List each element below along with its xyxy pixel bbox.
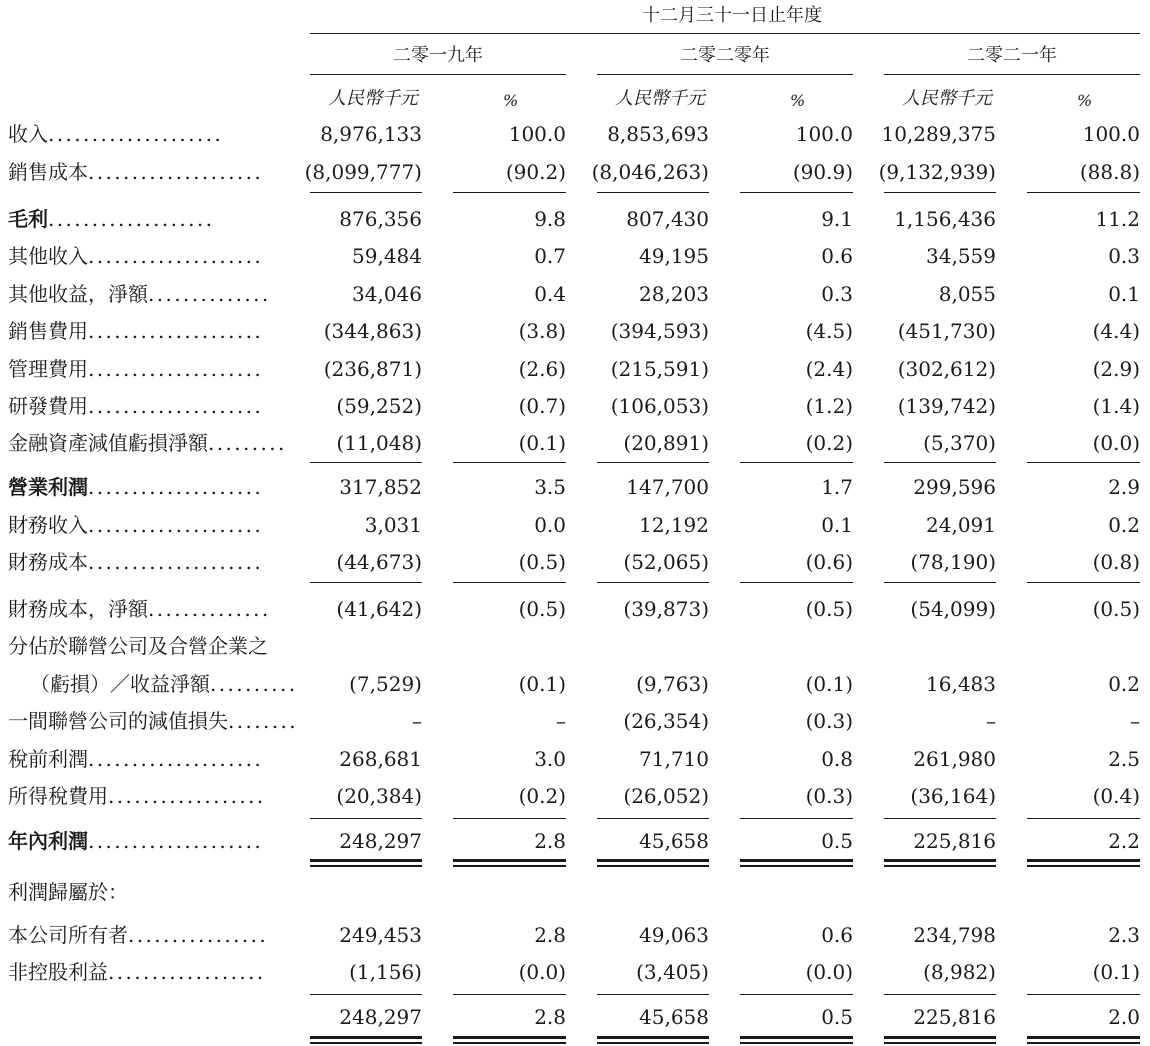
- percent-cell: 2.8: [534, 829, 566, 853]
- row-label: [8, 747, 263, 771]
- pct-label-2021: %: [1077, 91, 1093, 110]
- year-2021: 二零二一年: [967, 45, 1057, 66]
- amount-cell: (236,871): [323, 357, 422, 381]
- amount-cell: 8,853,693: [607, 122, 709, 146]
- percent-cell: 9.8: [534, 207, 566, 231]
- percent-cell: 0.4: [534, 282, 566, 306]
- row-label-text: 年內利潤: [8, 829, 88, 853]
- percent-cell: (0.5): [518, 550, 566, 574]
- amount-cell: 147,700: [626, 475, 709, 499]
- subtotal-line: [1027, 994, 1140, 995]
- percent-cell: 2.9: [1108, 475, 1140, 499]
- amount-cell: 34,559: [926, 244, 996, 268]
- total-double-line: [453, 1036, 566, 1044]
- leader-dots: ....................: [88, 244, 264, 268]
- percent-cell: 2.8: [534, 923, 566, 947]
- subtotal-line: [453, 582, 566, 583]
- percent-cell: (0.0): [805, 960, 853, 984]
- subtotal-line: [884, 994, 996, 995]
- total-double-line: [884, 1036, 996, 1044]
- percent-cell: 0.5: [821, 1005, 853, 1029]
- amount-cell: 34,046: [352, 282, 422, 306]
- amount-cell: 249,453: [339, 923, 422, 947]
- total-double-line: [1027, 1036, 1140, 1044]
- row-label: [8, 513, 263, 537]
- leader-dots: ....................: [88, 394, 264, 418]
- total-double-line: [740, 1036, 853, 1044]
- percent-cell: (0.1): [518, 672, 566, 696]
- percent-cell: 100.0: [795, 122, 853, 146]
- percent-cell: 1.7: [821, 475, 853, 499]
- period-underline: [310, 33, 1140, 34]
- amount-cell: (7,529): [349, 672, 422, 696]
- total-double-line: [597, 859, 709, 867]
- amount-cell: 45,658: [639, 829, 709, 853]
- year-underline-2019: [310, 74, 566, 75]
- percent-cell: (0.1): [805, 672, 853, 696]
- row-label-text: 本公司所有者: [8, 923, 128, 947]
- amount-cell: 225,816: [913, 829, 996, 853]
- amount-cell: (78,190): [910, 550, 996, 574]
- amount-cell: 1,156,436: [894, 207, 996, 231]
- leader-dots: ....................: [88, 747, 264, 771]
- percent-cell: 0.0: [534, 513, 566, 537]
- amount-cell: (344,863): [323, 319, 422, 343]
- percent-cell: 2.8: [534, 1005, 566, 1029]
- row-label-text: 其他收益，淨額: [8, 282, 148, 306]
- row-label-text: 毛利: [8, 207, 48, 231]
- row-label-text: 稅前利潤: [8, 747, 88, 771]
- percent-cell: (0.0): [518, 960, 566, 984]
- row-label: [8, 634, 268, 658]
- percent-cell: (0.6): [805, 550, 853, 574]
- leader-dots: ....................: [88, 319, 264, 343]
- subtotal-line: [597, 462, 709, 463]
- percent-cell: (1.4): [1092, 394, 1140, 418]
- percent-cell: (0.2): [805, 431, 853, 455]
- total-double-line: [884, 859, 996, 867]
- subtotal-line: [310, 462, 422, 463]
- amount-cell: (106,053): [610, 394, 709, 418]
- subtotal-line: [310, 994, 422, 995]
- amount-cell: 234,798: [913, 923, 996, 947]
- subtotal-line: [1027, 462, 1140, 463]
- row-label-text: 收入: [8, 122, 48, 146]
- percent-cell: (0.7): [518, 394, 566, 418]
- subtotal-line: [453, 994, 566, 995]
- row-label: [8, 880, 128, 904]
- percent-cell: 0.7: [534, 244, 566, 268]
- amount-cell: (41,642): [336, 597, 422, 621]
- row-label-text: 分佔於聯營公司及合營企業之: [8, 634, 268, 658]
- amount-cell: 45,658: [639, 1005, 709, 1029]
- percent-cell: 3.0: [534, 747, 566, 771]
- row-label: [8, 550, 263, 574]
- row-label: [8, 829, 263, 853]
- amount-cell: –: [412, 709, 422, 733]
- percent-cell: (0.8): [1092, 550, 1140, 574]
- leader-dots: ....................: [88, 475, 264, 499]
- amount-cell: (1,156): [349, 960, 422, 984]
- subtotal-line: [884, 582, 996, 583]
- year-2020: 二零二零年: [680, 45, 770, 66]
- row-label-text: 管理費用: [8, 357, 88, 381]
- subtotal-line: [310, 192, 422, 193]
- amount-cell: (5,370): [923, 431, 996, 455]
- amount-cell: 28,203: [639, 282, 709, 306]
- subtotal-line: [453, 192, 566, 193]
- row-label: [8, 282, 271, 306]
- leader-dots: ....................: [88, 829, 264, 853]
- percent-cell: (2.6): [518, 357, 566, 381]
- row-label-text: （虧損）／收益淨額: [30, 672, 210, 696]
- amount-cell: (54,099): [910, 597, 996, 621]
- subtotal-line: [884, 192, 996, 193]
- row-label: [8, 357, 263, 381]
- amount-cell: 10,289,375: [881, 122, 996, 146]
- amount-cell: 876,356: [339, 207, 422, 231]
- leader-dots: ....................: [88, 550, 264, 574]
- amount-cell: 268,681: [339, 747, 422, 771]
- percent-cell: (0.0): [1092, 431, 1140, 455]
- period-heading: 十二月三十一日止年度: [642, 5, 822, 26]
- amount-cell: (20,891): [623, 431, 709, 455]
- percent-cell: (0.4): [1092, 784, 1140, 808]
- amount-cell: –: [986, 709, 996, 733]
- unit-label-2021: 人民幣千元: [902, 88, 992, 109]
- percent-cell: (0.3): [805, 784, 853, 808]
- amount-cell: 317,852: [339, 475, 422, 499]
- subtotal-line: [884, 462, 996, 463]
- amount-cell: (11,048): [336, 431, 422, 455]
- subtotal-line: [310, 818, 422, 819]
- amount-cell: 8,976,133: [320, 122, 422, 146]
- row-label: [8, 431, 287, 455]
- amount-cell: (451,730): [897, 319, 996, 343]
- row-label: [8, 244, 263, 268]
- amount-cell: 49,063: [639, 923, 709, 947]
- amount-cell: (3,405): [636, 960, 709, 984]
- percent-cell: (4.5): [805, 319, 853, 343]
- percent-cell: –: [556, 709, 566, 733]
- percent-cell: (0.5): [805, 597, 853, 621]
- percent-cell: 0.3: [821, 282, 853, 306]
- row-label-text: 所得稅費用: [8, 784, 108, 808]
- row-label: [8, 709, 298, 733]
- subtotal-line: [740, 994, 853, 995]
- subtotal-line: [453, 462, 566, 463]
- percent-cell: 0.1: [821, 513, 853, 537]
- subtotal-line: [740, 818, 853, 819]
- amount-cell: (52,065): [623, 550, 709, 574]
- amount-cell: 59,484: [352, 244, 422, 268]
- total-double-line: [453, 859, 566, 867]
- percent-cell: (0.1): [518, 431, 566, 455]
- amount-cell: (59,252): [336, 394, 422, 418]
- percent-cell: 0.2: [1108, 513, 1140, 537]
- unit-label-2019: 人民幣千元: [328, 88, 418, 109]
- year-2019: 二零一九年: [393, 45, 483, 66]
- amount-cell: 8,055: [938, 282, 996, 306]
- row-label-text: 銷售費用: [8, 319, 88, 343]
- percent-cell: (0.3): [805, 709, 853, 733]
- leader-dots: ..........: [210, 672, 298, 696]
- leader-dots: ..............: [148, 282, 271, 306]
- amount-cell: (302,612): [897, 357, 996, 381]
- amount-cell: (20,384): [336, 784, 422, 808]
- amount-cell: (394,593): [610, 319, 709, 343]
- percent-cell: (1.2): [805, 394, 853, 418]
- leader-dots: ................: [128, 923, 269, 947]
- percent-cell: (2.4): [805, 357, 853, 381]
- subtotal-line: [453, 818, 566, 819]
- row-label: [8, 207, 214, 231]
- subtotal-line: [1027, 192, 1140, 193]
- row-label: [8, 122, 223, 146]
- row-label-text: 利潤歸屬於：: [8, 880, 128, 904]
- percent-cell: 11.2: [1095, 207, 1140, 231]
- percent-cell: (2.9): [1092, 357, 1140, 381]
- amount-cell: 24,091: [926, 513, 996, 537]
- row-label-text: 財務成本: [8, 550, 88, 574]
- row-label: [8, 923, 268, 947]
- percent-cell: 0.1: [1108, 282, 1140, 306]
- amount-cell: 49,195: [639, 244, 709, 268]
- leader-dots: ..................: [108, 960, 266, 984]
- year-underline-2020: [597, 74, 853, 75]
- percent-cell: (3.8): [518, 319, 566, 343]
- amount-cell: 248,297: [339, 1005, 422, 1029]
- total-double-line: [1027, 859, 1140, 867]
- amount-cell: 16,483: [926, 672, 996, 696]
- percent-cell: 0.6: [821, 244, 853, 268]
- amount-cell: (44,673): [336, 550, 422, 574]
- row-label-text: 營業利潤: [8, 475, 88, 499]
- pct-label-2020: %: [790, 91, 806, 110]
- percent-cell: 2.0: [1108, 1005, 1140, 1029]
- unit-label-2020: 人民幣千元: [615, 88, 705, 109]
- total-double-line: [740, 859, 853, 867]
- percent-cell: (90.9): [792, 160, 853, 184]
- percent-cell: 2.3: [1108, 923, 1140, 947]
- percent-cell: 0.6: [821, 923, 853, 947]
- subtotal-line: [740, 192, 853, 193]
- percent-cell: 0.8: [821, 747, 853, 771]
- subtotal-line: [310, 582, 422, 583]
- amount-cell: (39,873): [623, 597, 709, 621]
- amount-cell: (36,164): [910, 784, 996, 808]
- percent-cell: 3.5: [534, 475, 566, 499]
- leader-dots: ....................: [88, 160, 264, 184]
- percent-cell: 0.2: [1108, 672, 1140, 696]
- amount-cell: (139,742): [897, 394, 996, 418]
- row-label-text: 財務收入: [8, 513, 88, 537]
- amount-cell: (9,763): [636, 672, 709, 696]
- row-label: [30, 672, 298, 696]
- leader-dots: ....................: [88, 513, 264, 537]
- row-label: [8, 394, 263, 418]
- row-label-text: 金融資產減值虧損淨額: [8, 431, 208, 455]
- year-underline-2021: [884, 74, 1140, 75]
- percent-cell: –: [1130, 709, 1140, 733]
- subtotal-line: [597, 994, 709, 995]
- subtotal-line: [884, 818, 996, 819]
- total-double-line: [597, 1036, 709, 1044]
- amount-cell: 807,430: [626, 207, 709, 231]
- amount-cell: (26,354): [623, 709, 709, 733]
- percent-cell: (88.8): [1079, 160, 1140, 184]
- amount-cell: 12,192: [639, 513, 709, 537]
- leader-dots: ........: [228, 709, 299, 733]
- percent-cell: 100.0: [508, 122, 566, 146]
- percent-cell: (90.2): [505, 160, 566, 184]
- subtotal-line: [1027, 582, 1140, 583]
- amount-cell: 225,816: [913, 1005, 996, 1029]
- subtotal-line: [740, 582, 853, 583]
- amount-cell: (215,591): [610, 357, 709, 381]
- row-label: [8, 475, 263, 499]
- amount-cell: (8,099,777): [304, 160, 422, 184]
- amount-cell: 248,297: [339, 829, 422, 853]
- amount-cell: (26,052): [623, 784, 709, 808]
- row-label: [8, 784, 266, 808]
- percent-cell: (0.2): [518, 784, 566, 808]
- row-label: [8, 597, 271, 621]
- row-label-text: 財務成本，淨額: [8, 597, 148, 621]
- amount-cell: 299,596: [913, 475, 996, 499]
- row-label: [8, 160, 263, 184]
- percent-cell: (0.5): [1092, 597, 1140, 621]
- row-label-text: 其他收入: [8, 244, 88, 268]
- amount-cell: (9,132,939): [878, 160, 996, 184]
- percent-cell: 100.0: [1082, 122, 1140, 146]
- row-label-text: 銷售成本: [8, 160, 88, 184]
- leader-dots: ...................: [48, 207, 215, 231]
- row-label: [8, 960, 266, 984]
- total-double-line: [310, 1036, 422, 1044]
- amount-cell: 3,031: [364, 513, 422, 537]
- percent-cell: 9.1: [821, 207, 853, 231]
- percent-cell: 2.2: [1108, 829, 1140, 853]
- subtotal-line: [597, 818, 709, 819]
- amount-cell: 71,710: [639, 747, 709, 771]
- amount-cell: (8,982): [923, 960, 996, 984]
- leader-dots: ....................: [88, 357, 264, 381]
- pct-label-2019: %: [503, 91, 519, 110]
- subtotal-line: [597, 192, 709, 193]
- percent-cell: (0.1): [1092, 960, 1140, 984]
- amount-cell: (8,046,263): [591, 160, 709, 184]
- percent-cell: 0.5: [821, 829, 853, 853]
- amount-cell: 261,980: [913, 747, 996, 771]
- leader-dots: ....................: [48, 122, 224, 146]
- row-label-text: 一間聯營公司的減值損失: [8, 709, 228, 733]
- subtotal-line: [1027, 818, 1140, 819]
- percent-cell: 0.3: [1108, 244, 1140, 268]
- percent-cell: 2.5: [1108, 747, 1140, 771]
- subtotal-line: [740, 462, 853, 463]
- total-double-line: [310, 859, 422, 867]
- percent-cell: (0.5): [518, 597, 566, 621]
- leader-dots: ..............: [148, 597, 271, 621]
- leader-dots: .........: [208, 431, 287, 455]
- row-label-text: 非控股利益: [8, 960, 108, 984]
- row-label-text: 研發費用: [8, 394, 88, 418]
- subtotal-line: [597, 582, 709, 583]
- percent-cell: (4.4): [1092, 319, 1140, 343]
- leader-dots: ..................: [108, 784, 266, 808]
- row-label: [8, 319, 263, 343]
